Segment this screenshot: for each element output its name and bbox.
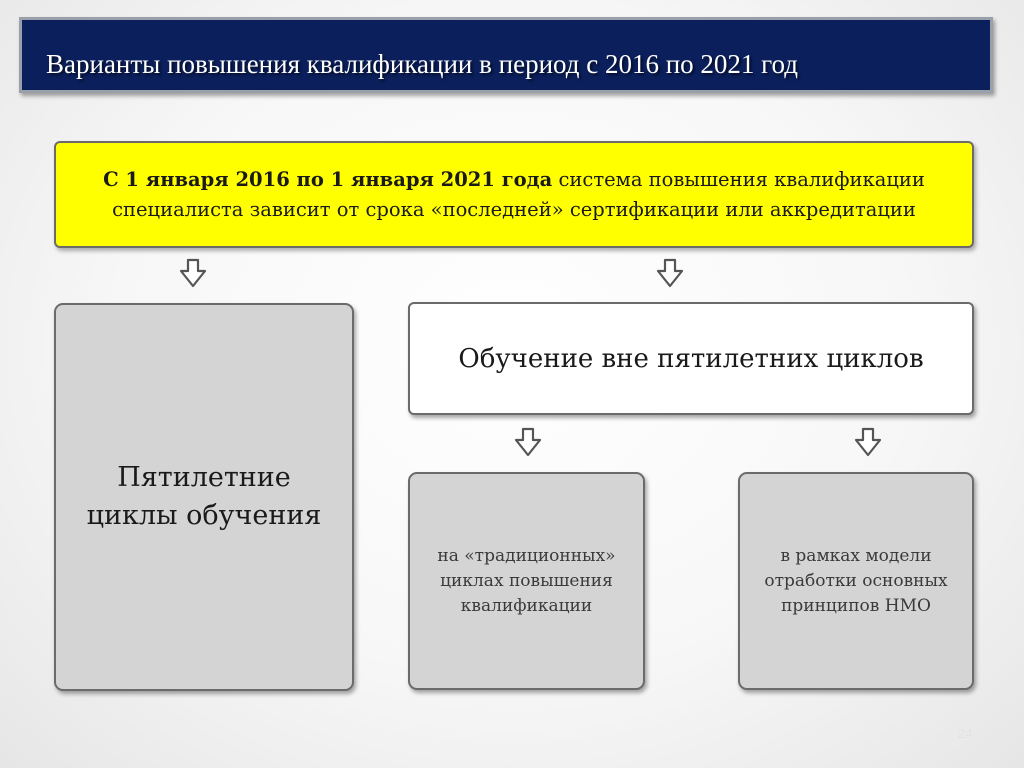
period-banner <box>54 141 974 248</box>
nmo-model-box <box>738 472 974 690</box>
down-arrow-icon <box>514 427 542 457</box>
five-year-cycles-box <box>54 303 354 691</box>
banner-rest-text: система повышения квалификации специалиста зависит от срока «последней» сертификации или аккредитации <box>112 167 925 221</box>
down-arrow-icon <box>854 427 882 457</box>
outside-cycles-box <box>408 302 974 415</box>
outside-cycles-label: Обучение вне пятилетних циклов <box>458 343 924 374</box>
down-arrow-icon <box>656 258 684 288</box>
banner-text <box>74 165 954 225</box>
nmo-model-label: в рамках модели отработки основных принципов НМО <box>764 545 948 616</box>
down-arrow-icon <box>179 258 207 288</box>
slide-number: 24 <box>958 726 973 741</box>
traditional-cycles-box <box>408 472 645 690</box>
traditional-cycles-label: на «традиционных» циклах повышения квалификации <box>437 545 616 616</box>
banner-bold-text: С 1 января 2016 по 1 января 2021 года <box>103 167 553 191</box>
slide-title: Варианты повышения квалификации в период с 2016 по 2021 год <box>46 49 799 79</box>
title-bar <box>19 17 993 93</box>
five-year-cycles-label: Пятилетние циклы обучения <box>86 462 322 531</box>
